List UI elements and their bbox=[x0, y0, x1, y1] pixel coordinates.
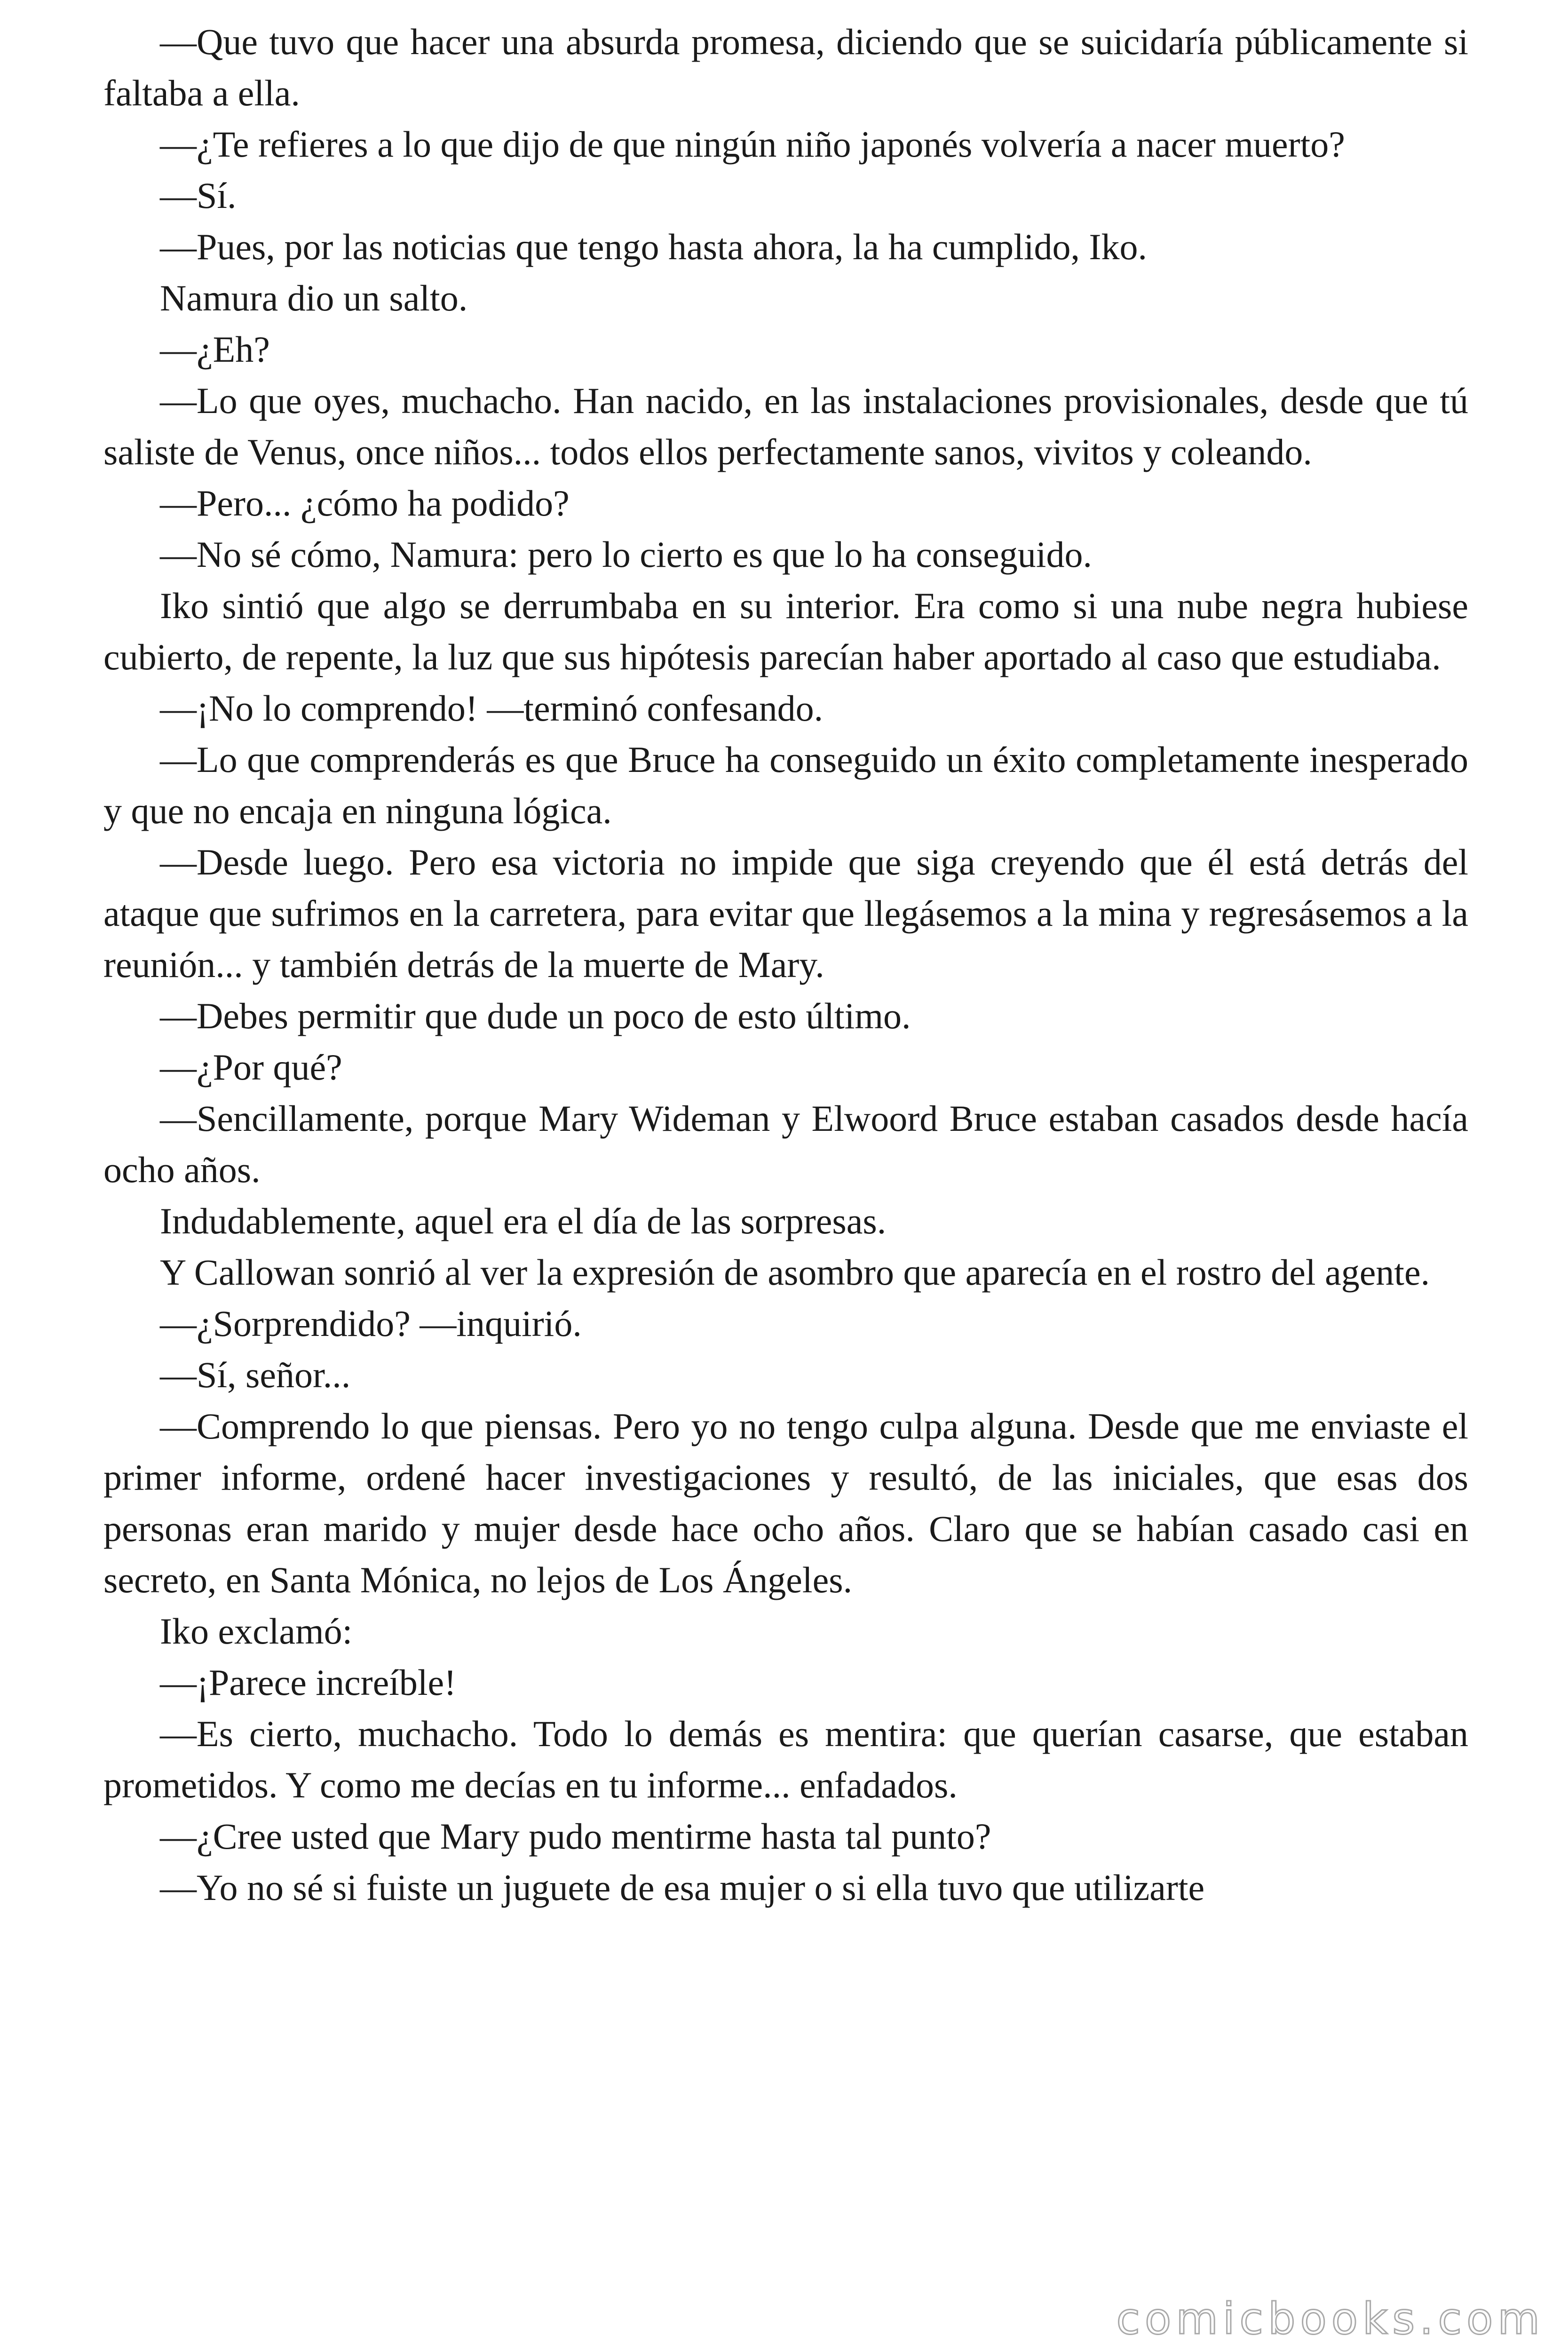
paragraph: —Pero... ¿cómo ha podido? bbox=[160, 483, 570, 524]
paragraph: —Que tuvo que hacer una absurda promesa, diciendo que se suicidaría públicamente si faltaba a ella. bbox=[103, 21, 1468, 113]
paragraph: —¿Sorprendido? —inquirió. bbox=[160, 1303, 582, 1344]
paragraph: —¿Eh? bbox=[160, 329, 270, 370]
paragraph: —¿Te refieres a lo que dijo de que ningún niño japonés volvería a nacer muerto? bbox=[160, 124, 1345, 165]
paragraph: —Yo no sé si fuiste un juguete de esa mujer o si ella tuvo que utilizarte bbox=[160, 1867, 1205, 1908]
paragraph: —¡No lo comprendo! —terminó confesando. bbox=[160, 688, 824, 729]
page-text bbox=[103, 16, 1468, 1913]
paragraph: —¡Parece increíble! bbox=[160, 1662, 457, 1703]
paragraph: Namura dio un salto. bbox=[160, 278, 468, 318]
paragraph: Indudablemente, aquel era el día de las sorpresas. bbox=[160, 1200, 887, 1241]
paragraph: Y Callowan sonrió al ver la expresión de asombro que aparecía en el rostro del agente. bbox=[160, 1252, 1430, 1293]
paragraph: —Es cierto, muchacho. Todo lo demás es mentira: que querían casarse, que estaban prometidos. Y como me decías en tu informe... enfadados. bbox=[103, 1713, 1468, 1805]
paragraph: —Comprendo lo que piensas. Pero yo no tengo culpa alguna. Desde que me enviaste el primer informe, ordené hacer investigaciones y resultó, de las iniciales, que esas dos personas eran marido y mujer desde hace ocho años. Claro que se habían casado casi en secreto, en Santa Mónica, no lejos de Los Ángeles. bbox=[103, 1406, 1468, 1600]
paragraph: —Lo que comprenderás es que Bruce ha conseguido un éxito completamente inesperado y que no encaja en ninguna lógica. bbox=[103, 739, 1468, 831]
paragraph: —¿Por qué? bbox=[160, 1047, 342, 1088]
paragraph: —Desde luego. Pero esa victoria no impide que siga creyendo que él está detrás del ataque que sufrimos en la carretera, para evitar que llegásemos a la mina y regresásemos a la reunión... y también detrás de la muerte de Mary. bbox=[103, 842, 1468, 985]
paragraph: —Debes permitir que dude un poco de esto último. bbox=[160, 995, 911, 1036]
paragraph: —Pues, por las noticias que tengo hasta ahora, la ha cumplido, Iko. bbox=[160, 226, 1147, 267]
paragraph: Iko exclamó: bbox=[160, 1611, 353, 1652]
paragraph: —Lo que oyes, muchacho. Han nacido, en las instalaciones provisionales, desde que tú saliste de Venus, once niños... todos ellos perfectamente sanos, vivitos y coleando. bbox=[103, 380, 1468, 472]
watermark: comicbooks.com bbox=[1116, 2294, 1544, 2344]
paragraph: —Sí. bbox=[160, 175, 237, 216]
paragraph: —No sé cómo, Namura: pero lo cierto es que lo ha conseguido. bbox=[160, 534, 1092, 575]
paragraph: —¿Cree usted que Mary pudo mentirme hasta tal punto? bbox=[160, 1816, 991, 1857]
paragraph: —Sencillamente, porque Mary Wideman y Elwoord Bruce estaban casados desde hacía ocho años. bbox=[103, 1098, 1468, 1190]
paragraph: Iko sintió que algo se derrumbaba en su interior. Era como si una nube negra hubiese cubierto, de repente, la luz que sus hipótesis parecían haber aportado al caso que estudiaba. bbox=[103, 585, 1468, 677]
paragraph: —Sí, señor... bbox=[160, 1354, 351, 1395]
